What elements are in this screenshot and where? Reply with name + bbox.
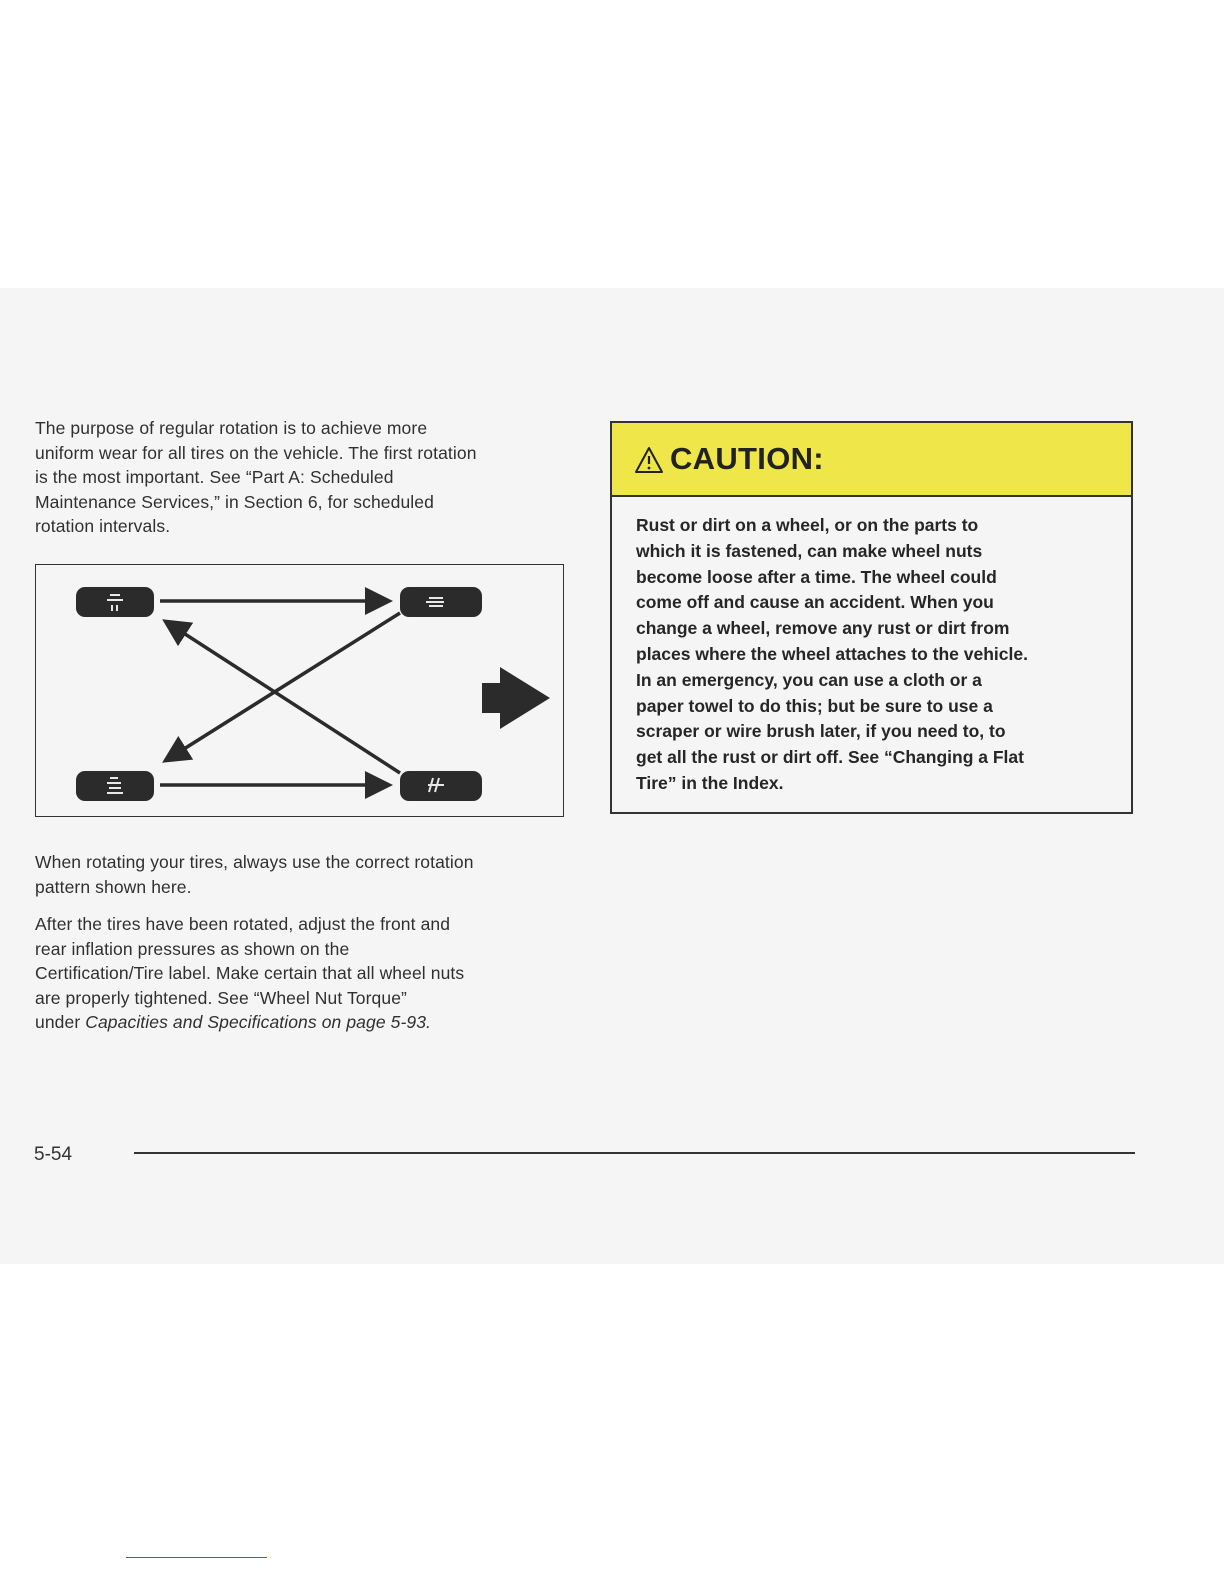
- tire-icon: [76, 771, 154, 801]
- intro-line: rotation intervals.: [35, 516, 171, 537]
- caution-title: CAUTION:: [670, 441, 824, 476]
- caution-header: [612, 423, 1131, 497]
- intro-line: is the most important. See “Part A: Scheduled: [35, 467, 394, 488]
- caution-line: paper towel to do this; but be sure to use a: [636, 695, 993, 716]
- caution-line: get all the rust or dirt off. See “Changing a Flat: [636, 747, 1024, 768]
- caution-line: come off and cause an accident. When you: [636, 592, 994, 613]
- caution-line: change a wheel, remove any rust or dirt from: [636, 618, 1010, 639]
- hyperlink-underline: [126, 1557, 267, 1558]
- rotation-pattern-graphic: [36, 565, 563, 816]
- caution-box: [610, 421, 1133, 814]
- after-line: After the tires have been rotated, adjust the front and: [35, 914, 451, 934]
- footer-divider: [134, 1152, 1135, 1154]
- tire-rotation-diagram: [35, 564, 564, 817]
- warning-triangle-icon: [634, 446, 664, 474]
- after-line: Certification/Tire label. Make certain that all wheel nuts: [35, 963, 465, 984]
- specifications-reference-link[interactable]: Capacities and Specifications on page 5-93.: [85, 1012, 432, 1033]
- intro-line: The purpose of regular rotation is to achieve more: [35, 418, 428, 438]
- caution-line: In an emergency, you can use a cloth or a: [636, 669, 982, 690]
- pattern-line: When rotating your tires, always use the correct rotation: [35, 852, 474, 872]
- pattern-line: pattern shown here.: [35, 876, 192, 897]
- rear-right-to-front-left-arrow: [168, 623, 400, 773]
- tire-icon: [400, 771, 482, 801]
- caution-text: [636, 513, 1116, 797]
- pattern-paragraph: [35, 850, 570, 899]
- tire-icon: [76, 587, 154, 617]
- after-line: are properly tightened. See “Wheel Nut Torque”: [35, 987, 407, 1008]
- caution-line: Tire” in the Index.: [636, 772, 784, 793]
- page-number: 5-54: [34, 1144, 73, 1165]
- caution-line: Rust or dirt on a wheel, or on the parts to: [636, 515, 979, 535]
- intro-line: Maintenance Services,” in Section 6, for scheduled: [35, 491, 434, 512]
- tire-icon: [400, 587, 482, 617]
- intro-paragraph: [35, 416, 570, 539]
- after-rotation-paragraph: [35, 912, 570, 1035]
- caution-line: places where the wheel attaches to the vehicle.: [636, 643, 1028, 664]
- after-last-prefix: under: [35, 1012, 86, 1033]
- caution-line: scraper or wire brush later, if you need to, to: [636, 721, 1006, 742]
- intro-line: uniform wear for all tires on the vehicle. The first rotation: [35, 442, 477, 463]
- forward-arrow-icon: [482, 667, 550, 729]
- after-last-line: [35, 1010, 570, 1035]
- front-right-to-rear-left-arrow: [168, 613, 400, 759]
- caution-line: become loose after a time. The wheel could: [636, 566, 997, 587]
- caution-line: which it is fastened, can make wheel nuts: [636, 540, 983, 561]
- after-line: rear inflation pressures as shown on the: [35, 938, 350, 959]
